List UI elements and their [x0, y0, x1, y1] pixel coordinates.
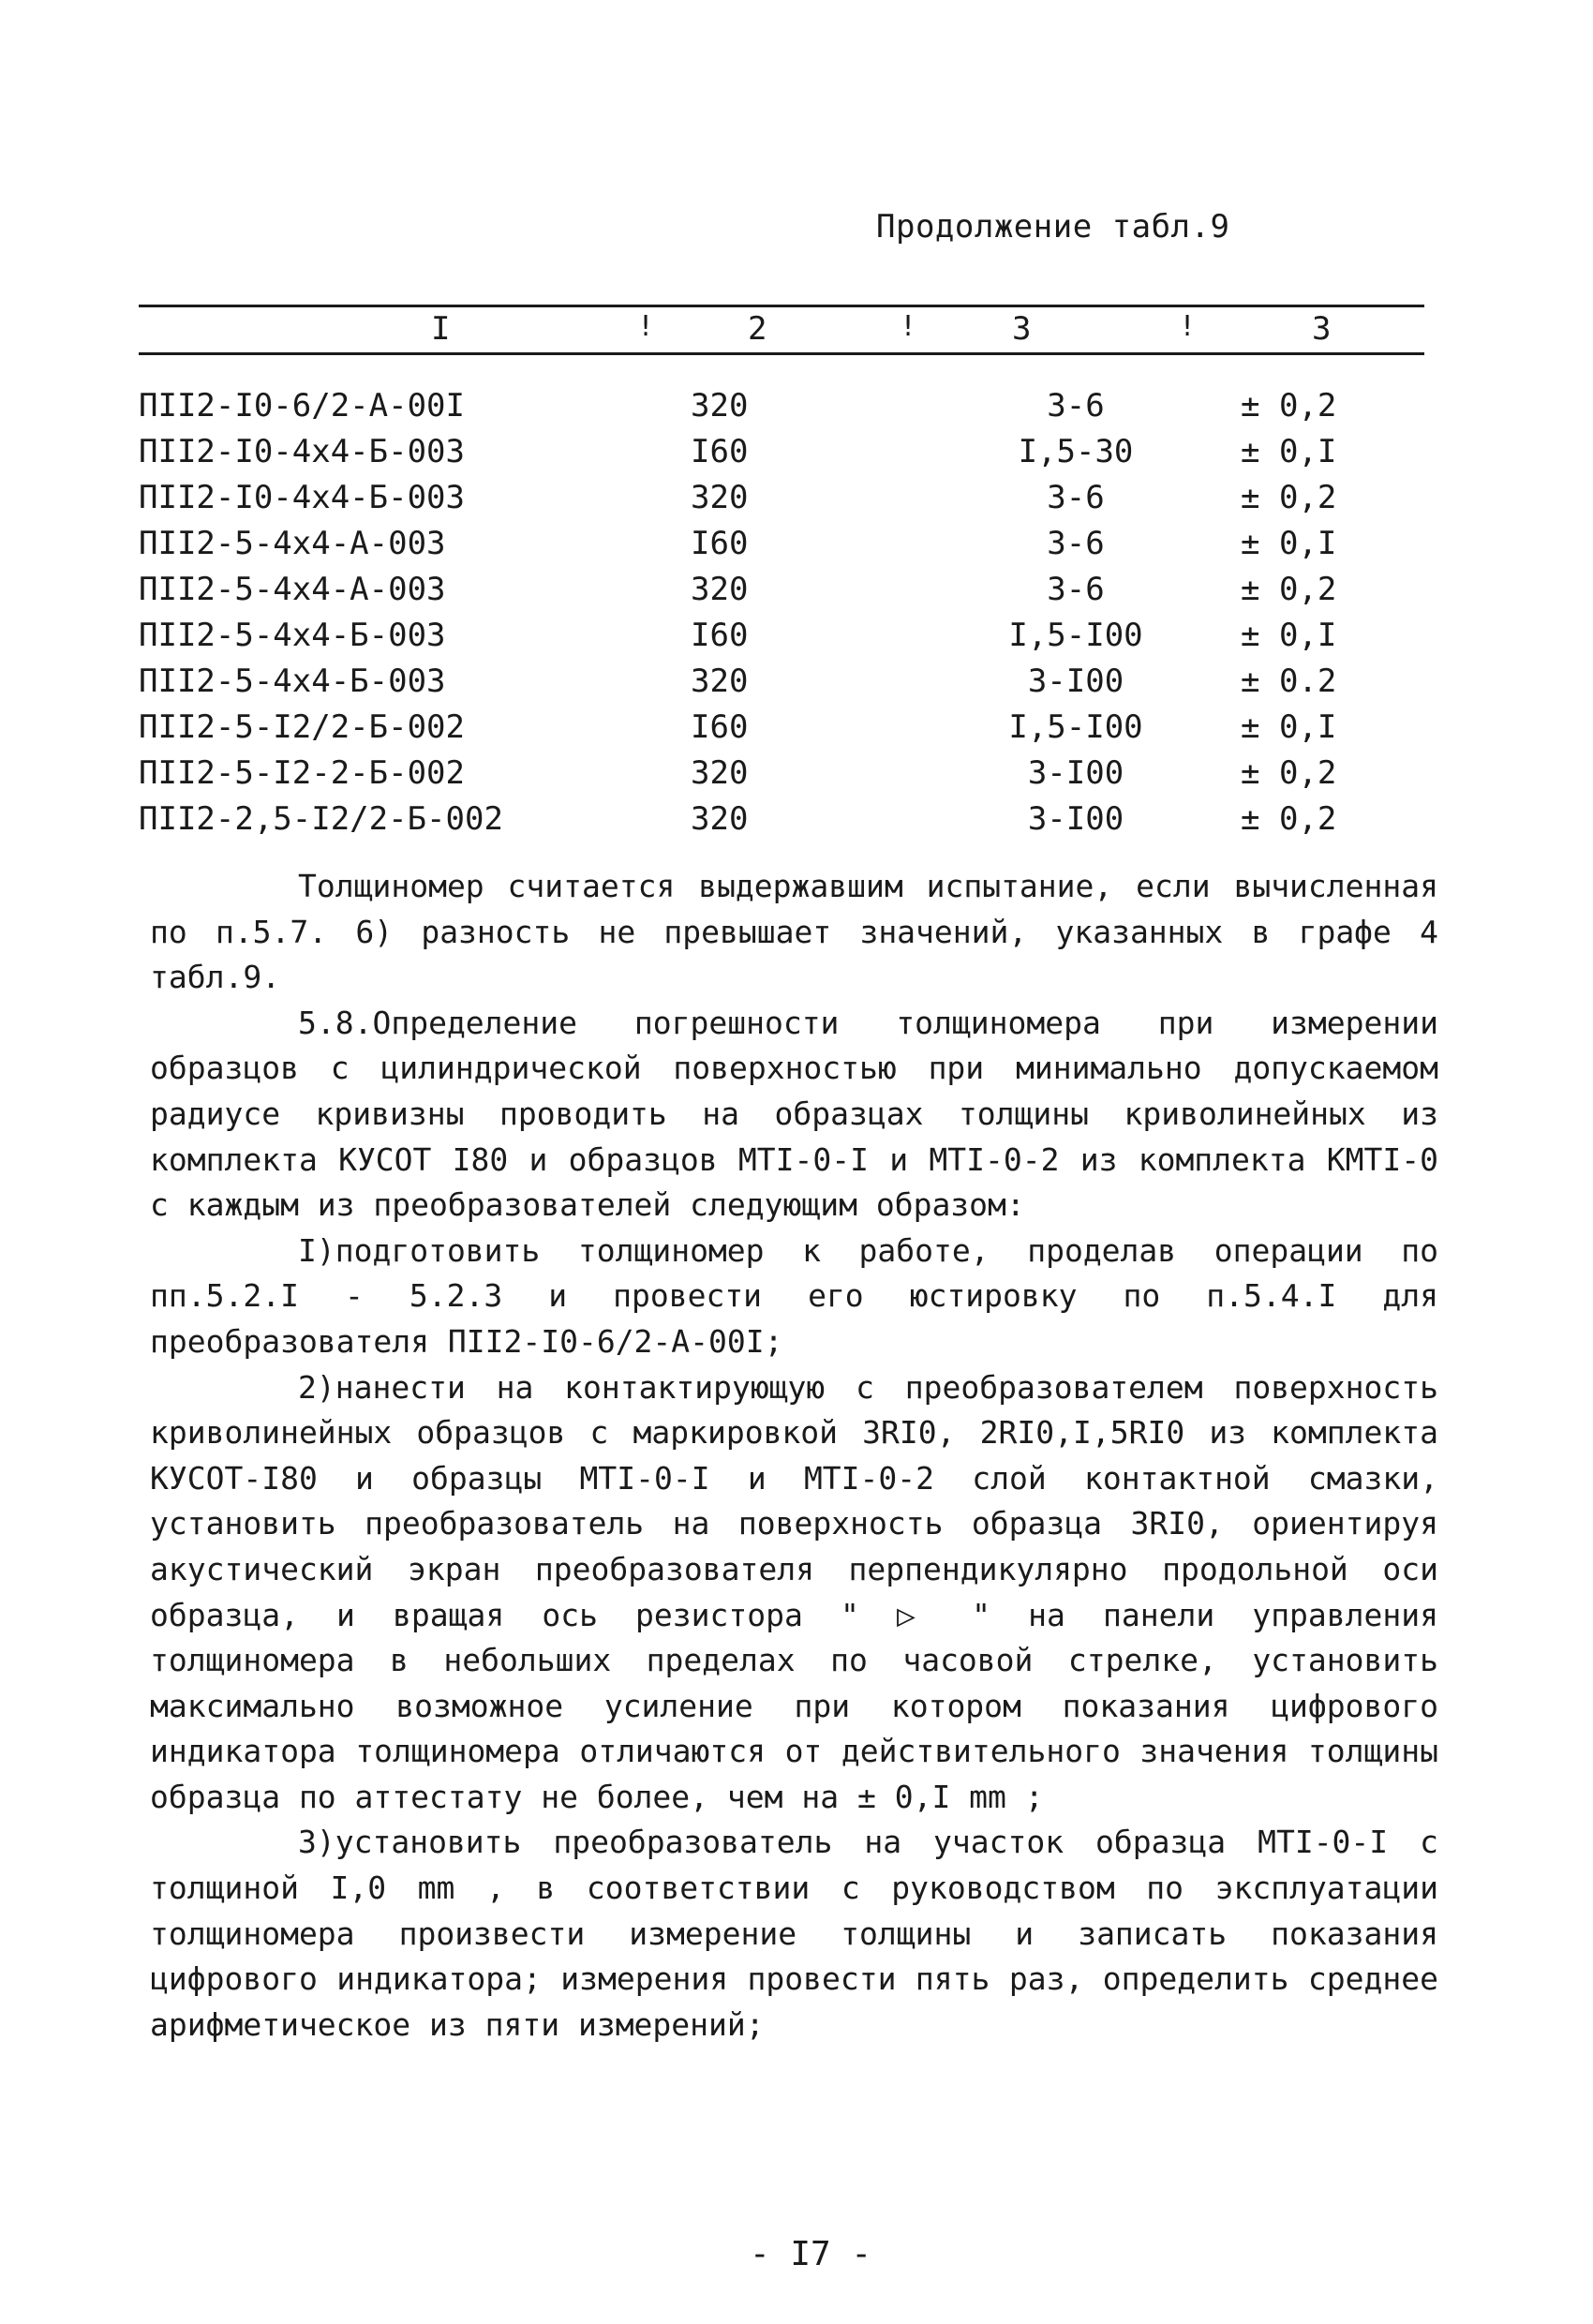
cell-tolerance: ± 0.2 [1241, 663, 1337, 700]
cell-designation: ПІІ2-5-І2-2-Б-002 [139, 754, 465, 792]
cell-tolerance: ± 0,2 [1241, 800, 1337, 838]
cell-frequency: І60 [691, 525, 749, 562]
header-col-4: 3 [1312, 310, 1332, 348]
table-row [139, 663, 1424, 708]
cell-frequency: 320 [691, 663, 749, 700]
cell-designation: ПІІ2-5-4х4-Б-003 [139, 617, 446, 654]
header-col-3: 3 [1012, 310, 1032, 348]
cell-range: І,5-І00 [1008, 708, 1143, 746]
cell-frequency: 320 [691, 387, 749, 425]
table-top-rule [139, 305, 1424, 307]
body-text [150, 864, 1438, 2048]
header-separator: ! [1179, 310, 1197, 343]
cell-designation: ПІІ2-І0-4х4-Б-003 [139, 433, 465, 470]
cell-tolerance: ± 0,2 [1241, 387, 1337, 425]
cell-frequency: 320 [691, 479, 749, 516]
table-body [139, 387, 1424, 846]
cell-range: І,5-І00 [1008, 617, 1143, 654]
table-header-rule [139, 352, 1424, 355]
cell-tolerance: ± 0,2 [1241, 571, 1337, 608]
paragraph-step-3: 3)установить преобразователь на участок образца МТІ-0-І с толщиной І,0 mm , в соответствии с руководством по эксплуатации толщиномера произвести измерение толщины и записать показания цифрового индикатора; измерения провести пять раз, определить среднее арифметическое из пяти измерений; [150, 1824, 1438, 2043]
cell-range: 3-І00 [1027, 663, 1124, 700]
cell-designation: ПІІ2-5-4х4-А-003 [139, 525, 446, 562]
cell-designation: ПІІ2-5-І2/2-Б-002 [139, 708, 465, 746]
cell-tolerance: ± 0,І [1241, 617, 1337, 654]
header-col-1: I [431, 310, 451, 348]
table-row [139, 754, 1424, 800]
cell-designation: ПІІ2-2,5-І2/2-Б-002 [139, 800, 503, 838]
table-continuation-label: Продолжение табл.9 [876, 208, 1230, 246]
cell-tolerance: ± 0,2 [1241, 754, 1337, 792]
paragraph-section-5-8: 5.8.Определение погрешности толщиномера при измерении образцов с цилиндрической поверхностью при минимально допускаемом радиусе кривизны проводить на образцах толщины криволинейных из комплекта КУСОТ І80 и образцов МТІ-0-І и МТІ-0-2 из комплекта КМТІ-0 с каждым из преобразователей следующим образом: [150, 1004, 1438, 1224]
cell-tolerance: ± 0,2 [1241, 479, 1337, 516]
cell-tolerance: ± 0,І [1241, 525, 1337, 562]
table-row [139, 525, 1424, 571]
cell-designation: ПІІ2-І0-6/2-А-00І [139, 387, 465, 425]
cell-range: І,5-30 [1018, 433, 1134, 470]
table-row [139, 387, 1424, 433]
cell-designation: ПІІ2-5-4х4-Б-003 [139, 663, 446, 700]
table-row [139, 433, 1424, 479]
cell-range: 3-І00 [1027, 754, 1124, 792]
header-separator: ! [637, 310, 655, 343]
table-header-row [139, 310, 1424, 351]
header-col-2: 2 [748, 310, 767, 348]
cell-tolerance: ± 0,І [1241, 708, 1337, 746]
cell-frequency: І60 [691, 617, 749, 654]
cell-range: 3-6 [1047, 571, 1105, 608]
cell-frequency: І60 [691, 433, 749, 470]
paragraph-conclusion: Толщиномер считается выдержавшим испытание, если вычисленная по п.5.7. 6) разность не превышает значений, указанных в графе 4 табл.9. [150, 868, 1438, 996]
cell-designation: ПІІ2-5-4х4-А-003 [139, 571, 446, 608]
cell-range: 3-6 [1047, 387, 1105, 425]
cell-frequency: І60 [691, 708, 749, 746]
cell-designation: ПІІ2-І0-4х4-Б-003 [139, 479, 465, 516]
paragraph-step-1: І)подготовить толщиномер к работе, проделав операции по пп.5.2.І - 5.2.3 и провести его юстировку по п.5.4.І для преобразователя ПІІ2-І0-6/2-А-00І; [150, 1231, 1438, 1360]
cell-frequency: 320 [691, 800, 749, 838]
table-row [139, 617, 1424, 663]
page-number: - I7 - [750, 2235, 872, 2273]
table-row [139, 479, 1424, 525]
cell-tolerance: ± 0,І [1241, 433, 1337, 470]
paragraph-step-2: 2)нанести на контактирующую с преобразователем поверхность криволинейных образцов с маркировкой 3RІ0, 2RІ0,І,5RІ0 из комплекта КУСОТ-І80 и образцы МТІ-0-І и МТІ-0-2 слой контактной смазки, установить преобразователь на поверхность образца 3RІ0, ориентируя акустический экран преобразователя перпендикулярно продольной оси образца, и вращая ось резистора " ▷ " на панели управления толщиномера в небольших пределах по часовой стрелке, установить максимально возможное усиление при котором показания цифрового индикатора толщиномера отличаются от действительного значения толщины образца по аттестату не более, чем на ± 0,І mm ; [150, 1368, 1438, 1815]
table-row [139, 571, 1424, 617]
cell-range: 3-І00 [1027, 800, 1124, 838]
table-row [139, 708, 1424, 754]
cell-frequency: 320 [691, 754, 749, 792]
cell-frequency: 320 [691, 571, 749, 608]
table-row [139, 800, 1424, 846]
header-separator: ! [900, 310, 917, 343]
cell-range: 3-6 [1047, 525, 1105, 562]
cell-range: 3-6 [1047, 479, 1105, 516]
